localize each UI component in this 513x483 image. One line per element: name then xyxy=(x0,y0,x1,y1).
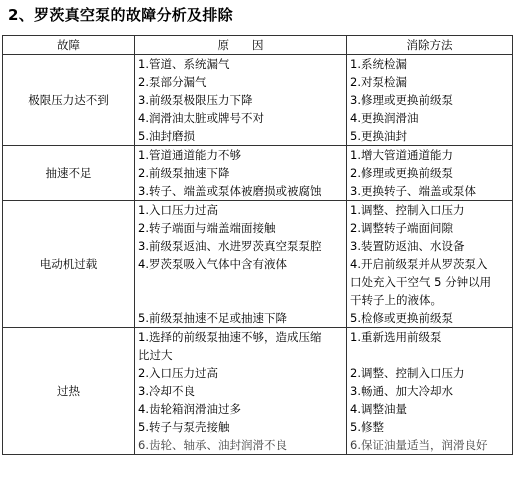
header-cause: 原 因 xyxy=(135,36,347,55)
table-row xyxy=(3,328,513,455)
cause-item: 1.管道、系统漏气 xyxy=(138,57,230,71)
fault-table xyxy=(2,35,513,455)
remedy-item: 5.检修或更换前级泵 xyxy=(350,311,453,325)
cause-item: 5.油封磨损 xyxy=(138,129,195,143)
remedy-item: 4.开启前级泵并从罗茨泵入 xyxy=(350,257,488,271)
cause-cell xyxy=(135,146,347,201)
remedy-item: 5.修整 xyxy=(350,420,384,434)
remedy-item: 口处充入干空气 5 分钟以用 xyxy=(350,275,492,289)
fault-cell: 电动机过载 xyxy=(3,201,135,328)
table-row xyxy=(3,201,513,328)
header-remedy: 消除方法 xyxy=(347,36,513,55)
remedy-item: 3.装置防返油、水设备 xyxy=(350,239,465,253)
cause-cell xyxy=(135,328,347,455)
cause-item: 5.前级泵抽速不足或抽速下降 xyxy=(138,311,287,325)
cause-item: 4.齿轮箱润滑油过多 xyxy=(138,402,241,416)
remedy-item: 1.重新选用前级泵 xyxy=(350,330,442,344)
cause-item: 5.转子与泵壳接触 xyxy=(138,420,230,434)
cause-item: 3.转子、端盖或泵体被磨损或被腐蚀 xyxy=(138,184,322,198)
remedy-cell xyxy=(347,201,513,328)
remedy-cell xyxy=(347,55,513,146)
remedy-item: 4.更换润滑油 xyxy=(350,111,419,125)
cause-item: 3.冷却不良 xyxy=(138,384,195,398)
remedy-item: 干转子上的液体。 xyxy=(350,293,442,307)
remedy-cell xyxy=(347,146,513,201)
remedy-item: 5.更换油封 xyxy=(350,129,407,143)
remedy-item: 3.更换转子、端盖或泵体 xyxy=(350,184,476,198)
table-row xyxy=(3,146,513,201)
cause-item: 6.齿轮、轴承、油封润滑不良 xyxy=(138,438,287,452)
remedy-item: 2.修理或更换前级泵 xyxy=(350,166,453,180)
cause-item: 4.罗茨泵吸入气体中含有液体 xyxy=(138,257,287,271)
cause-item: 2.前级泵抽速下降 xyxy=(138,166,230,180)
spacer xyxy=(350,346,510,364)
cause-item: 2.转子端面与端盖端面接触 xyxy=(138,221,276,235)
remedy-item: 3.畅通、加大冷却水 xyxy=(350,384,453,398)
cause-item: 4.润滑油太脏或牌号不对 xyxy=(138,111,264,125)
remedy-item: 3.修理或更换前级泵 xyxy=(350,93,453,107)
table-row xyxy=(3,55,513,146)
cause-cell xyxy=(135,55,347,146)
remedy-item: 4.调整油量 xyxy=(350,402,407,416)
remedy-item: 2.调整转子端面间隙 xyxy=(350,221,453,235)
cause-item: 2.泵部分漏气 xyxy=(138,75,207,89)
cause-cell xyxy=(135,201,347,328)
remedy-item: 2.对泵检漏 xyxy=(350,75,407,89)
table-header-row xyxy=(3,36,513,55)
spacer xyxy=(138,291,344,309)
cause-item: 3.前级泵返油、水进罗茨真空泵泵腔 xyxy=(138,239,322,253)
spacer xyxy=(138,273,344,291)
fault-cell: 过热 xyxy=(3,328,135,455)
remedy-item: 6.保证油量适当，润滑良好 xyxy=(350,438,488,452)
cause-item: 比过大 xyxy=(138,348,173,362)
fault-cell: 极限压力达不到 xyxy=(3,55,135,146)
cause-item: 2.入口压力过高 xyxy=(138,366,218,380)
page-title: 2、罗茨真空泵的故障分析及排除 xyxy=(8,6,233,24)
remedy-item: 2.调整、控制入口压力 xyxy=(350,366,465,380)
cause-item: 1.选择的前级泵抽速不够，造成压缩 xyxy=(138,330,322,344)
fault-cell: 抽速不足 xyxy=(3,146,135,201)
cause-item: 3.前级泵极限压力下降 xyxy=(138,93,253,107)
remedy-cell xyxy=(347,328,513,455)
cause-item: 1.管道通道能力不够 xyxy=(138,148,241,162)
header-fault: 故障 xyxy=(3,36,135,55)
remedy-item: 1.系统检漏 xyxy=(350,57,407,71)
cause-item: 1.入口压力过高 xyxy=(138,203,218,217)
remedy-item: 1.增大管道通道能力 xyxy=(350,148,453,162)
remedy-item: 1.调整、控制入口压力 xyxy=(350,203,465,217)
